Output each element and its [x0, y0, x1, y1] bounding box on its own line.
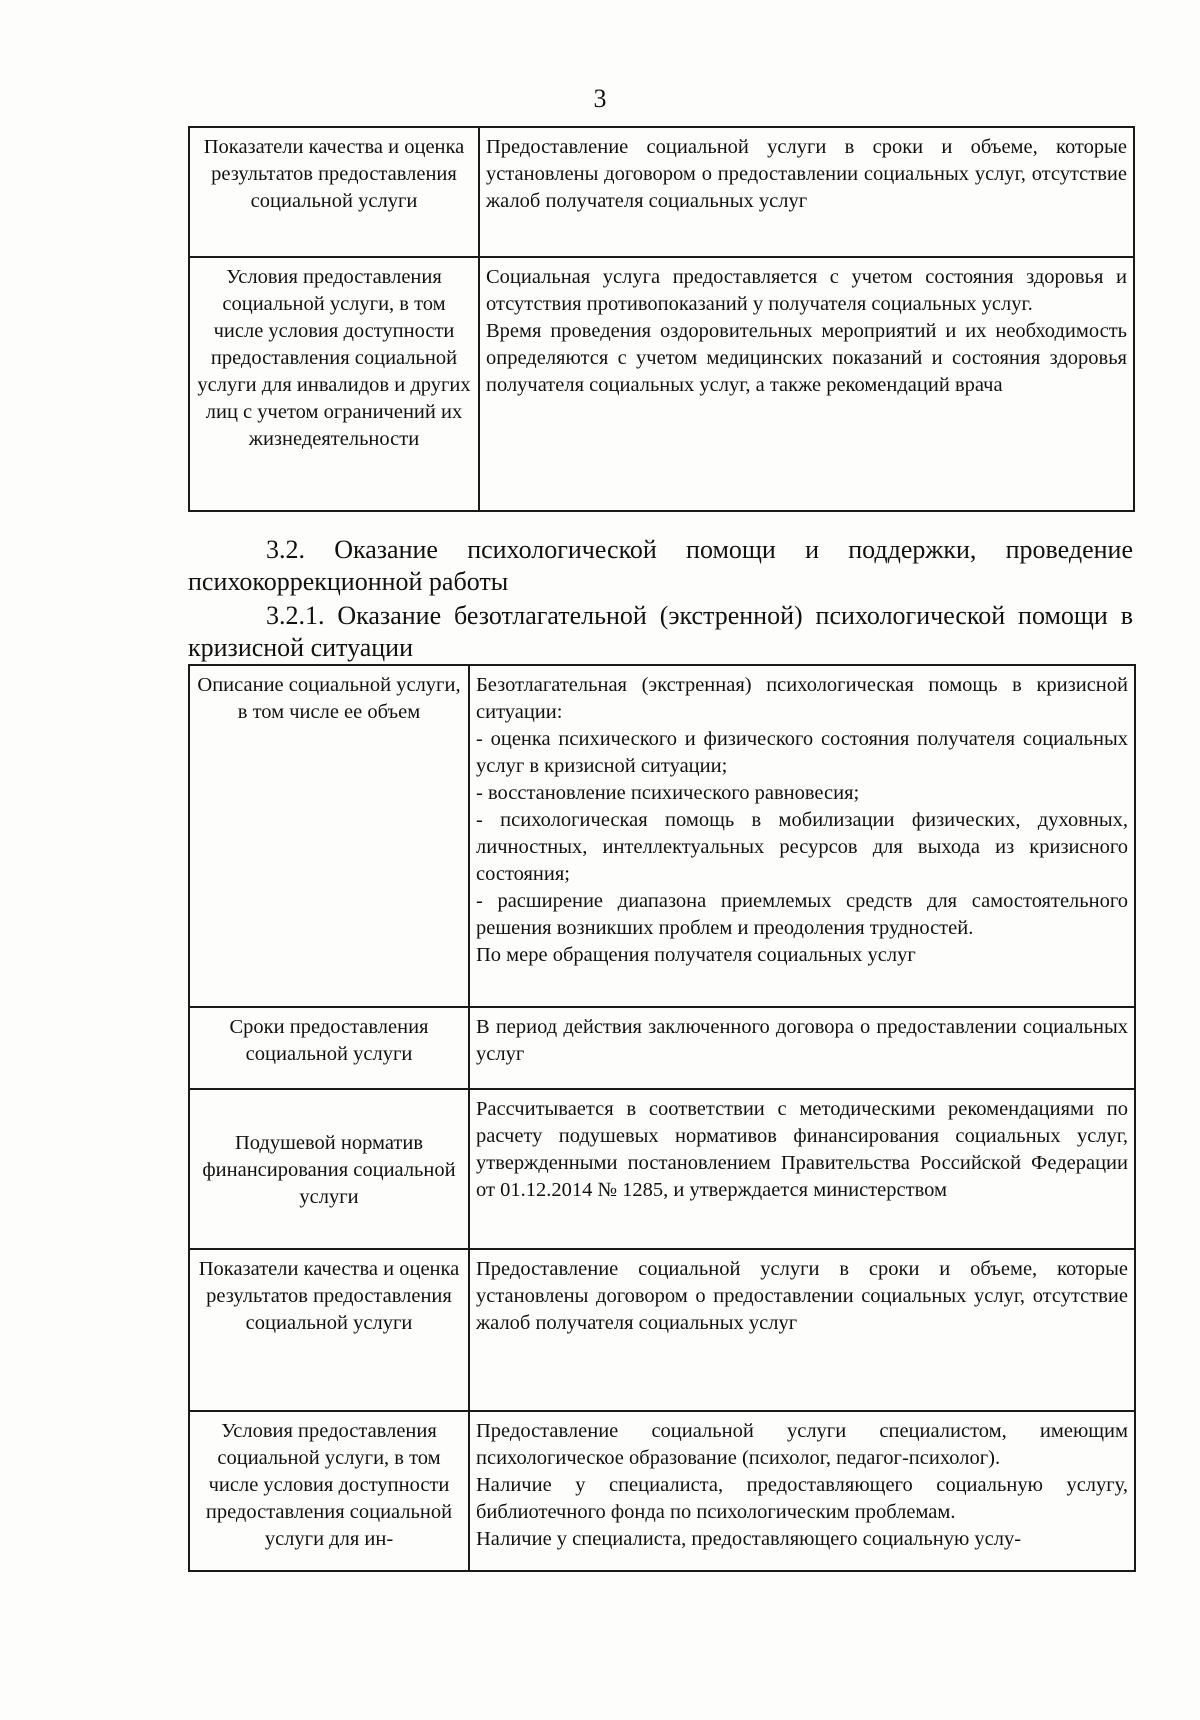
description-line: - психологическая помощь в мобилизации физических, духовных, личностных, интеллектуальных ресурсов для выхода из кризисного состояния;	[476, 809, 1128, 885]
table-row	[189, 665, 1135, 1007]
row-label: Условия предоставления социальной услуги, в том числе условия доступности предоставления социальной услуги для ин-	[189, 1411, 469, 1571]
section-heading-3-2-1: 3.2.1. Оказание безотлагательной (экстренной) психологической помощи в кризисной ситуации	[188, 601, 1133, 662]
row-description: Предоставление социальной услуги в сроки и объеме, которые установлены договором о предоставлении социальных услуг, отсутствие жалоб получателя социальных услуг	[479, 127, 1134, 257]
service-table-3-2-1	[188, 664, 1136, 1572]
table-row	[189, 1411, 1135, 1571]
table-row	[189, 1249, 1135, 1411]
description-line: Социальная услуга предоставляется с учетом состояния здоровья и отсутствия противопоказаний у получателя социальных услуг.	[486, 266, 1127, 315]
row-description: Предоставление социальной услуги в сроки и объеме, которые установлены договором о предоставлении социальных услуг, отсутствие жалоб получателя социальных услуг	[469, 1249, 1135, 1411]
row-description	[469, 665, 1135, 1007]
table-row	[189, 127, 1134, 257]
row-description	[469, 1411, 1135, 1571]
row-label: Показатели качества и оценка результатов предоставления социальной услуги	[189, 127, 479, 257]
description-line: - восстановление психического равновесия;	[476, 782, 860, 804]
description-line: - оценка психического и физического состояния получателя социальных услуг в кризисной ситуации;	[476, 728, 1128, 777]
description-line: По мере обращения получателя социальных услуг	[476, 944, 916, 966]
description-line: Время проведения оздоровительных мероприятий и их необходимость определяются с учетом медицинских показаний и состояния здоровья получателя социальных услуг, а также рекомендаций врача	[486, 320, 1127, 396]
row-description	[479, 257, 1134, 511]
description-line: Предоставление социальной услуги специалистом, имеющим психологическое образование (психолог, педагог-психолог).	[476, 1420, 1128, 1469]
table-row	[189, 1089, 1135, 1249]
table-row	[189, 1007, 1135, 1089]
row-label: Подушевой норматив финансирования социальной услуги	[189, 1089, 469, 1249]
row-description: Рассчитывается в соответствии с методическими рекомендациями по расчету подушевых нормативов финансирования социальных услуг, утвержденными постановлением Правительства Российской Федерации от 01.12.2014 № 1285, и утверждается министерством	[469, 1089, 1135, 1249]
description-line: - расширение диапазона приемлемых средств для самостоятельного решения возникших проблем и преодоления трудностей.	[476, 890, 1128, 939]
description-line: Наличие у специалиста, предоставляющего социальную услугу, библиотечного фонда по психологическим проблемам.	[476, 1474, 1128, 1523]
section-heading-3-2: 3.2. Оказание психологической помощи и поддержки, проведение психокоррекционной работы	[188, 535, 1133, 596]
row-label: Описание социальной услуги, в том числе ее объем	[189, 665, 469, 1007]
row-description: В период действия заключенного договора о предоставлении социальных услуг	[469, 1007, 1135, 1089]
description-line: Безотлагательная (экстренная) психологическая помощь в кризисной ситуации:	[476, 674, 1128, 723]
service-table-continued	[188, 126, 1135, 512]
row-label: Сроки предоставления социальной услуги	[189, 1007, 469, 1089]
row-label: Условия предоставления социальной услуги, в том числе условия доступности предоставления социальной услуги для инвалидов и других лиц с учетом ограничений их жизнедеятельности	[189, 257, 479, 511]
row-label: Показатели качества и оценка результатов предоставления социальной услуги	[189, 1249, 469, 1411]
table-row	[189, 257, 1134, 511]
description-line: Наличие у специалиста, предоставляющего социальную услу-	[476, 1528, 1022, 1550]
page-number: 3	[593, 84, 607, 113]
